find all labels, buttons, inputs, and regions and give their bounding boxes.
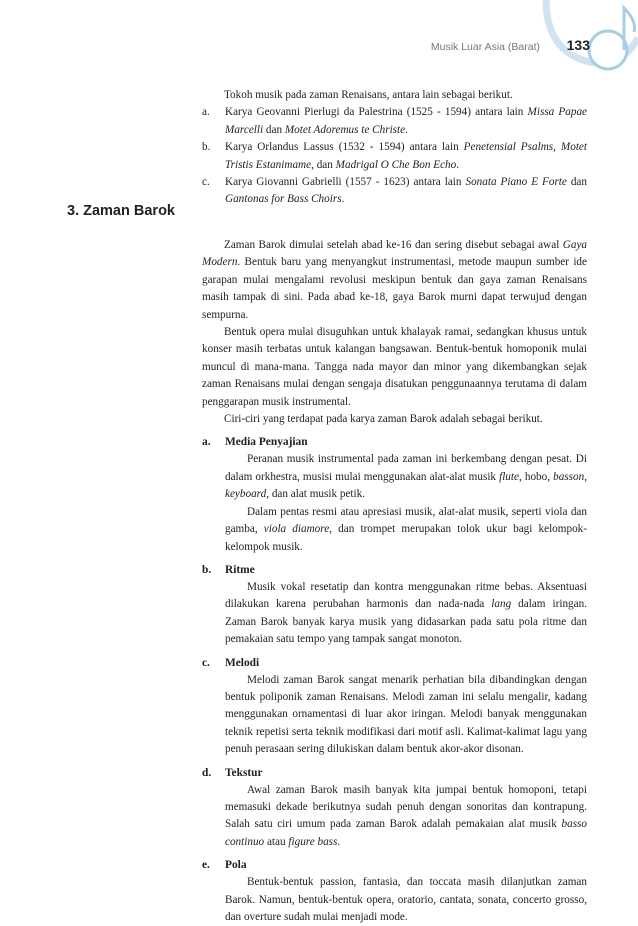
paragraph: Musik vokal resetatip dan kontra menggunakan ritme bebas. Aksentuasi dilakukan karena perubahan harmonis dan nada-nada lang dalam iringan. Zaman Barok banyak karya musik yang didasarkan pada satu pola ritme dan pemakaian satu tempo yang tampak sangat monoton. (225, 580, 587, 646)
subsection-title: Tekstur (225, 766, 263, 779)
subsection-tekstur: d. Tekstur Awal zaman Barok masih banyak kita jumpai bentuk homoponi, tetapi memasuki dekade berikutnya sudah penuh dengan sonoritas dan kontrapung. Salah satu ciri umum pada zaman Barok adalah pemakaian alat musik basso continuo atau figure bass. (202, 765, 587, 852)
list-item: b. Karya Orlandus Lassus (1532 - 1594) antara lain Penetensial Psalms, Motet Tristis Estanimame, dan Madrigal O Che Bon Echo. (202, 141, 587, 171)
renaissance-figures (202, 87, 587, 209)
subsection-title: Media Penyajian (225, 436, 308, 449)
paragraph: Melodi zaman Barok sangat menarik perhatian bila dibandingkan dengan bentuk poliponik zaman Renaisans. Melodi zaman ini selalu mengalir, kadang menggunakan ornamentasi di luar akor iringan. Melodi banyak menggunakan teknik repetisi serta teknik modifikasi dari motif asli. Kalimat-kalimat lagu yang penuh perasaan sering dilukiskan dalam bentuk akor-akor disonan. (225, 673, 587, 756)
paragraph: Bentuk opera mulai disuguhkan untuk khalayak ramai, sedangkan khusus untuk konser masih terbatas untuk kalangan bangsawan. Bentuk-bentuk homoponik mulai muncul di mana-mana. Tangga nada mayor dan minor yang dikembangkan sejak zaman Renaisans mulai dengan sengaja disatukan penggunaannya terutama di dalam penggarapan musik instrumental. (202, 326, 587, 408)
chapter-title: Musik Luar Asia (Barat) (430, 41, 540, 53)
paragraph: Awal zaman Barok masih banyak kita jumpai bentuk homoponi, tetapi memasuki dekade berikutnya sudah penuh dengan sonoritas dan kontrapung. Salah satu ciri umum pada zaman Barok adalah pemakaian alat musik basso continuo atau figure bass. (225, 783, 587, 848)
subsection-title: Pola (225, 859, 247, 872)
page-number: 133 (566, 37, 590, 53)
subsection-title: Ritme (225, 563, 255, 576)
intro-lead: Tokoh musik pada zaman Renaisans, antara lain sebagai berikut. (224, 89, 513, 101)
paragraph: Dalam pentas resmi atau apresiasi musik, alat-alat musik, seperti viola dan gamba, viola diamore, dan trompet merupakan tolok ukur bagi kelompok-kelompok musik. (225, 505, 587, 553)
paragraph: Zaman Barok dimulai setelah abad ke-16 dan sering disebut sebagai awal Gaya Modern. Bentuk baru yang menyangkut instrumentasi, metode maupun sumber ide garapan mulai mengalami revolusi meskipun bentuk dan gaya zaman Renaisans masih tampak di sini. Pada abad ke-18, gaya Barok murni dapat terwujud dengan sempurna. (202, 239, 587, 321)
paragraph: Bentuk-bentuk passion, fantasia, dan toccata masih dilanjutkan zaman Barok. Namun, bentuk-bentuk opera, oratorio, cantata, sonata, concerto grosso, dan overture sudah mulai menjadi mode. (225, 876, 587, 923)
list-item: c. Karya Giovanni Gabrielli (1557 - 1623) antara lain Sonata Piano E Forte dan Gantonas for Bass Choirs. (202, 176, 587, 206)
subsection-media: a. Media Penyajian Peranan musik instrumental pada zaman ini berkembang dengan pesat. Di dalam orkhestra, musisi mulai menggunakan alat-alat musik flute, hobo, basson, keyboard, dan alat musik petik. Dalam pentas resmi atau apresiasi musik, alat-alat musik, seperti viola dan gamba, viola diamore, dan trompet merupakan tolok ukur bagi kelompok-kelompok musik. (202, 434, 587, 555)
paragraph: Peranan musik instrumental pada zaman ini berkembang dengan pesat. Di dalam orkhestra, musisi mulai menggunakan alat-alat musik flute, hobo, basson, keyboard, dan alat musik petik. (225, 453, 587, 501)
page-header (0, 0, 638, 80)
subsection-title: Melodi (225, 656, 260, 669)
list-item: a. Karya Geovanni Pierlugi da Palestrina (1525 - 1594) antara lain Missa Papae Marcelli dan Motet Adoremus te Christe. (202, 106, 587, 136)
section-heading: 3. Zaman Barok (67, 203, 175, 219)
subsection-ritme: b. Ritme Musik vokal resetatip dan kontra menggunakan ritme bebas. Aksentuasi dilakukan karena perubahan harmonis dan nada-nada lang dalam iringan. Zaman Barok banyak karya musik yang didasarkan pada satu pola ritme dan pemakaian satu tempo yang tampak sangat monoton. (202, 562, 587, 649)
subsection-pola: e. Pola Bentuk-bentuk passion, fantasia, dan toccata masih dilanjutkan zaman Barok. Namun, bentuk-bentuk opera, oratorio, cantata, sonata, concerto grosso, dan overture sudah mulai menjadi mode. (202, 857, 587, 926)
baroque-section-body (202, 237, 587, 926)
subsection-melodi: c. Melodi Melodi zaman Barok sangat menarik perhatian bila dibandingkan dengan bentuk poliponik zaman Renaisans. Melodi zaman ini selalu mengalir, kadang menggunakan ornamentasi di luar akor iringan. Melodi banyak menggunakan teknik repetisi serta teknik modifikasi dari motif asli. Kalimat-kalimat lagu yang penuh perasaan sering dilukiskan dalam bentuk akor-akor disonan. (202, 655, 587, 759)
paragraph: Ciri-ciri yang terdapat pada karya zaman Barok adalah sebagai berikut. (224, 413, 543, 426)
